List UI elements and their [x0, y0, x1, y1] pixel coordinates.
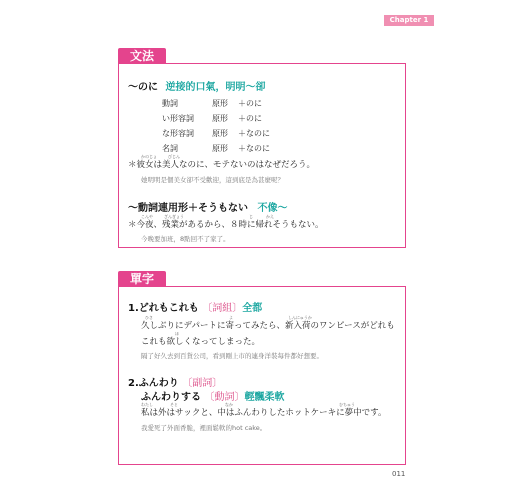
ruby: ざんぎょう: [164, 214, 184, 219]
grammar-item2-translation: 今晚要加班，8點回不了家了。: [141, 235, 230, 243]
vocab-item2-pos: 〔副詞〕: [182, 378, 223, 389]
vocab-item2-word2: ふんわりする: [141, 392, 201, 403]
grammar-item1-meaning: 逆接的口氣，明明～卻: [165, 82, 266, 93]
ruby: かのじょ: [141, 154, 157, 159]
ruby: ほ: [175, 331, 179, 336]
ruby: ひさ: [145, 315, 153, 320]
grammar-item1-example: ＊彼女は美人なのに、モテないのはなぜだろう。: [128, 160, 316, 170]
vocab-item1-example-line1: 久しぶりにデパートに寄ってみたら、新入荷のワンピースがどれも: [141, 321, 395, 331]
vocab-item2-heading2: [141, 388, 284, 403]
table-cell: ＋のに: [238, 99, 262, 108]
table-cell: い形容詞: [162, 114, 194, 123]
grammar-item1-title: ～のに: [128, 82, 158, 93]
vocab-item1-meaning: 全都: [242, 303, 263, 314]
chapter-rule: [384, 24, 434, 26]
vocab-item1-heading: [128, 299, 262, 314]
vocab-item2-word: ふんわり: [138, 378, 179, 389]
ruby: じ: [249, 214, 253, 219]
conjugation-table: [162, 96, 270, 156]
table-cell: 原形: [212, 144, 228, 153]
vocab-item2-pos2: 〔動詞〕: [204, 392, 245, 403]
ruby: よ: [229, 315, 233, 320]
vocab-item1-translation: 隔了好久去到百貨公司，看到剛上市的連身洋裝每件都好想要。: [141, 352, 323, 360]
table-cell: ＋なのに: [238, 129, 270, 138]
ruby: なか: [225, 402, 233, 407]
vocab-item1-pos: 〔詞組〕: [202, 303, 243, 314]
table-cell: 名詞: [162, 144, 178, 153]
table-cell: な形容詞: [162, 129, 194, 138]
grammar-item2-meaning: 不像～: [257, 203, 288, 214]
chapter-tab: Chapter 1: [384, 15, 434, 25]
grammar-item2-example: ＊今夜、残業があるから、８時に帰れそうもない。: [128, 220, 324, 230]
grammar-item1-heading: [128, 78, 265, 93]
grammar-item1-translation: 她明明是個美女卻不受歡迎，這到底是為甚麼呢？: [141, 176, 284, 184]
table-row: [162, 96, 270, 111]
grammar-item2-heading: [128, 199, 287, 214]
vocab-item2-meaning: 輕飄柔軟: [244, 392, 285, 403]
vocab-item2-example: 私は外はサックと、中はふんわりしたホットケーキに夢中です。: [141, 408, 387, 418]
vocab-item2-heading: [128, 374, 222, 389]
vocab-item2-translation: 我愛死了外面香脆，裡面鬆軟的hot cake。: [141, 424, 267, 432]
ruby: こんや: [141, 214, 153, 219]
ruby: びじん: [168, 154, 180, 159]
ruby: しんにゅうか: [288, 315, 312, 320]
table-row: [162, 111, 270, 126]
table-cell: 原形: [212, 114, 228, 123]
vocab-item1-num: 1.: [128, 303, 139, 314]
grammar-item2-title: ～動詞連用形＋そうもない: [128, 203, 248, 214]
table-cell: 原形: [212, 99, 228, 108]
table-cell: 動詞: [162, 99, 178, 108]
ruby: むちゅう: [339, 402, 355, 407]
table-cell: ＋のに: [238, 114, 262, 123]
table-cell: ＋なのに: [238, 144, 270, 153]
ruby: わたし: [141, 402, 153, 407]
table-cell: 原形: [212, 129, 228, 138]
vocab-item1-example-line2: これも欲しくなってしまった。: [141, 337, 261, 347]
vocab-label: 單字: [118, 271, 166, 287]
ruby: そと: [170, 402, 178, 407]
grammar-label: 文法: [118, 48, 166, 64]
page-number: 011: [392, 470, 406, 478]
vocab-item1-word: どれもこれも: [138, 303, 199, 314]
vocab-item2-num: 2.: [128, 378, 139, 389]
table-row: [162, 126, 270, 141]
ruby: かえ: [266, 214, 274, 219]
